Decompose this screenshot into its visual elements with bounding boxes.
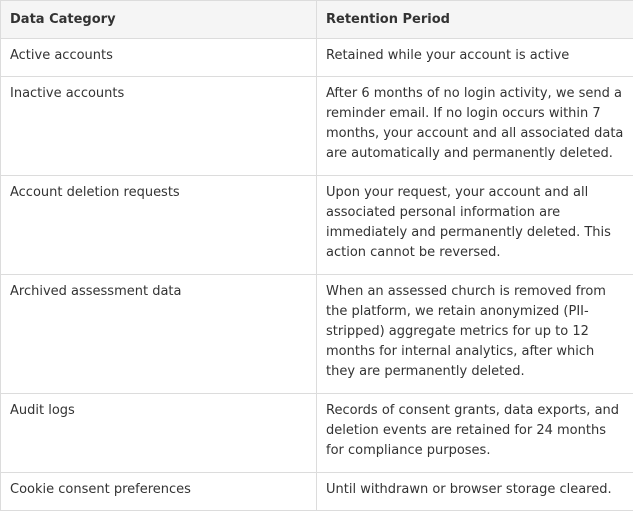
table-row — [1, 176, 633, 275]
row-retention-period: Records of consent grants, data exports, and deletion events are retained for 24 months for compliance purposes. — [317, 394, 633, 473]
row-retention-period: Retained while your account is active — [317, 39, 633, 77]
header-retention-period: Retention Period — [317, 1, 633, 39]
table-row — [1, 394, 633, 473]
header-data-category: Data Category — [1, 1, 317, 39]
table-row — [1, 275, 633, 394]
row-category: Inactive accounts — [1, 77, 317, 176]
row-category: Account deletion requests — [1, 176, 317, 275]
table-row — [1, 77, 633, 176]
header-row — [1, 1, 633, 39]
table-body — [1, 39, 633, 511]
row-category: Audit logs — [1, 394, 317, 473]
row-retention-period: When an assessed church is removed from the platform, we retain anonymized (PII-stripped) aggregate metrics for up to 12 months for internal analytics, after which they are permanently deleted. — [317, 275, 633, 394]
row-retention-period: Until withdrawn or browser storage cleared. — [317, 473, 633, 511]
row-category: Cookie consent preferences — [1, 473, 317, 511]
row-retention-period: Upon your request, your account and all associated personal information are immediately and permanently deleted. This action cannot be reversed. — [317, 176, 633, 275]
table-row — [1, 39, 633, 77]
row-retention-period: After 6 months of no login activity, we send a reminder email. If no login occurs within 7 months, your account and all associated data are automatically and permanently deleted. — [317, 77, 633, 176]
row-category: Active accounts — [1, 39, 317, 77]
table-row — [1, 473, 633, 511]
row-category: Archived assessment data — [1, 275, 317, 394]
table-header — [1, 1, 633, 39]
